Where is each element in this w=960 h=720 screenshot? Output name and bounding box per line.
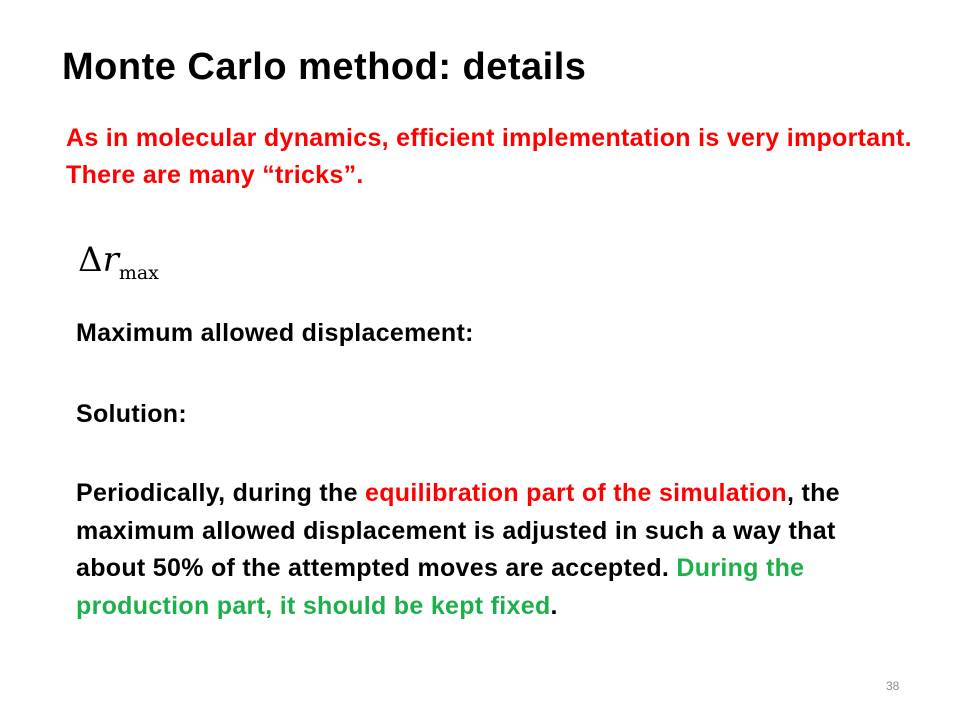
page-number: 38 <box>886 679 900 693</box>
formula-symbol: r <box>102 240 119 280</box>
formula-delta: Δ <box>78 240 103 280</box>
max-displacement-label: Maximum allowed displacement: <box>76 319 474 347</box>
formula-subscript: max <box>118 262 159 284</box>
body-text-part3: , the maximum allowed displacement is adjusted in such a way that about 50% of the attempted moves are accepted. <box>76 479 840 582</box>
solution-label: Solution: <box>76 400 188 428</box>
intro-text: As in molecular dynamics, efficient implementation is very important. There are many “tricks”. <box>66 124 912 189</box>
delta-r-max-formula <box>78 240 159 284</box>
solution-paragraph <box>76 475 896 625</box>
body-text-part1: Periodically, during the <box>76 479 366 507</box>
slide-title: Monte Carlo method: details <box>62 46 587 88</box>
body-text-part5: . <box>550 591 558 620</box>
equilibration-highlight: equilibration part of the simulation <box>365 479 787 507</box>
production-highlight: During the production part, it should be kept fixed <box>76 554 805 620</box>
